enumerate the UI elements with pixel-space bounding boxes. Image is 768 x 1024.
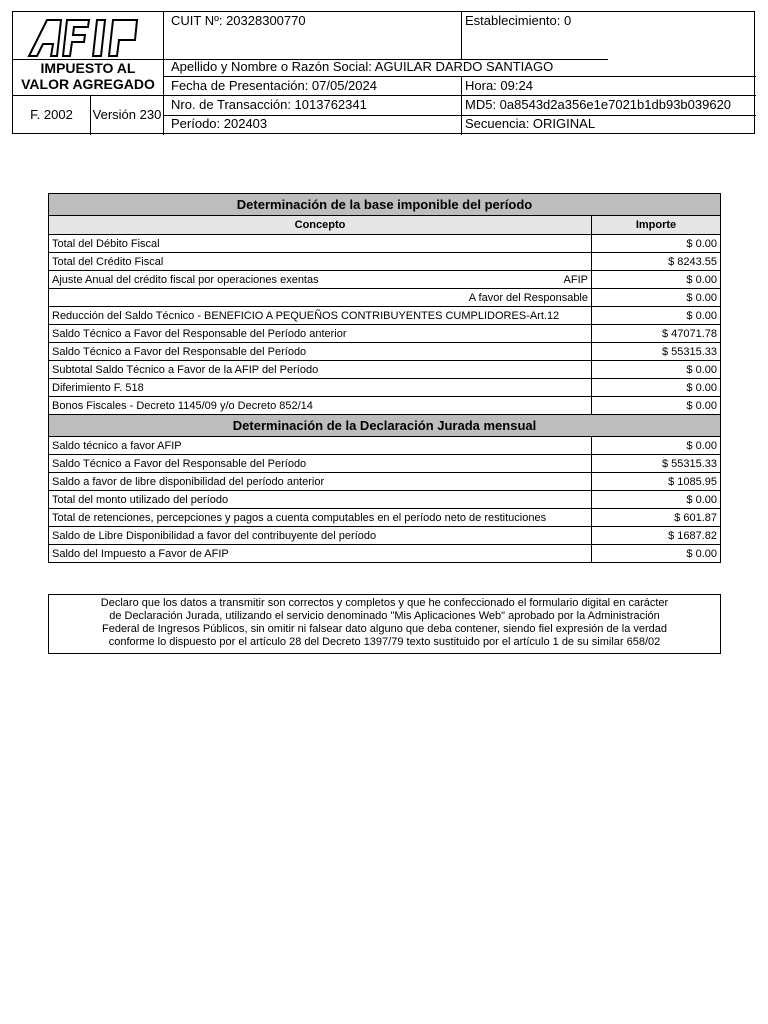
table-row (49, 271, 721, 289)
row-label: Bonos Fiscales - Decreto 1145/09 y/o Decreto 852/14 (49, 397, 592, 415)
tax-title (13, 60, 163, 92)
divider (13, 59, 163, 60)
fecha-presentacion: Fecha de Presentación: 07/05/2024 (171, 78, 377, 93)
row-label: Saldo de Libre Disponibilidad a favor del contribuyente del período (49, 527, 592, 545)
row-value: $ 0.00 (592, 271, 721, 289)
section-title-base: Determinación de la base imponible del período (49, 194, 721, 216)
table-row (49, 325, 721, 343)
form-version: Versión 230 (92, 107, 162, 122)
row-value: $ 0.00 (592, 307, 721, 325)
table-row (49, 509, 721, 527)
determinacion-table (48, 193, 721, 563)
row-label: Reducción del Saldo Técnico - BENEFICIO A PEQUEÑOS CONTRIBUYENTES CUMPLIDORES-Art.12 (49, 307, 592, 325)
divider (163, 76, 756, 77)
row-value: $ 0.00 (592, 289, 721, 307)
periodo: Período: 202403 (171, 116, 268, 131)
establecimiento: Establecimiento: 0 (465, 13, 572, 28)
row-label: Total del Crédito Fiscal (49, 253, 592, 271)
row-label: Saldo técnico a favor AFIP (49, 437, 592, 455)
row-label: Saldo Técnico a Favor del Responsable del Período (49, 455, 592, 473)
divider (163, 95, 756, 96)
md5: MD5: 0a8543d2a356e1e7021b1db93b039620 (465, 97, 732, 112)
declaracion-line: Federal de Ingresos Públicos, sin omitir ni falsear dato alguno que deba contener, siendo fiel expresión de la verdad (101, 623, 668, 635)
table-row (49, 437, 721, 455)
row-sublabel: AFIP (563, 273, 588, 286)
declaracion-line: de Declaración Jurada, utilizando el servicio denominado "Mis Aplicaciones Web" aprobado por la Administración (109, 610, 660, 622)
afip-logo (27, 18, 155, 58)
row-label: Saldo del Impuesto a Favor de AFIP (49, 545, 592, 563)
table-row (49, 473, 721, 491)
row-value: $ 8243.55 (592, 253, 721, 271)
column-header-importe: Importe (592, 216, 721, 235)
row-sublabel: A favor del Responsable (49, 289, 592, 307)
table-row (49, 455, 721, 473)
row-value: $ 0.00 (592, 491, 721, 509)
row-label: Subtotal Saldo Técnico a Favor de la AFIP del Período (49, 361, 592, 379)
row-value: $ 0.00 (592, 545, 721, 563)
hora: Hora: 09:24 (465, 78, 533, 93)
row-label: Saldo a favor de libre disponibilidad del período anterior (49, 473, 592, 491)
row-value: $ 47071.78 (592, 325, 721, 343)
row-label: Total de retenciones, percepciones y pagos a cuenta computables en el período neto de restituciones (49, 509, 592, 527)
table-row (49, 235, 721, 253)
row-value: $ 55315.33 (592, 343, 721, 361)
declaracion-line: Declaro que los datos a transmitir son correctos y completos y que he confeccionado el formulario digital en carácter (100, 597, 669, 609)
column-header-concepto: Concepto (49, 216, 592, 235)
table-row (49, 527, 721, 545)
row-value: $ 0.00 (592, 361, 721, 379)
row-value: $ 0.00 (592, 437, 721, 455)
divider (461, 76, 462, 135)
table-row (49, 491, 721, 509)
row-label: Saldo Técnico a Favor del Responsable del Período (49, 343, 592, 361)
table-row (49, 307, 721, 325)
row-label: Total del Débito Fiscal (49, 235, 592, 253)
row-value: $ 0.00 (592, 379, 721, 397)
row-value: $ 55315.33 (592, 455, 721, 473)
form-header (12, 11, 755, 134)
divider (461, 12, 462, 59)
table-row (49, 397, 721, 415)
table-row (49, 253, 721, 271)
secuencia: Secuencia: ORIGINAL (465, 116, 596, 131)
table-row (49, 289, 721, 307)
table-row (49, 545, 721, 563)
tax-title-line1: IMPUESTO AL (40, 60, 136, 76)
row-label: Saldo Técnico a Favor del Responsable del Período anterior (49, 325, 592, 343)
table-row (49, 361, 721, 379)
row-label: Total del monto utilizado del período (49, 491, 592, 509)
row-label: Diferimiento F. 518 (49, 379, 592, 397)
row-label: Ajuste Anual del crédito fiscal por operaciones exentas (52, 273, 319, 286)
table-row (49, 379, 721, 397)
nro-transaccion: Nro. de Transacción: 1013762341 (171, 97, 367, 112)
row-value: $ 1687.82 (592, 527, 721, 545)
tax-title-line2: VALOR AGREGADO (21, 76, 155, 92)
section-title-ddjj: Determinación de la Declaración Jurada mensual (49, 415, 721, 437)
form-number: F. 2002 (30, 107, 73, 122)
row-value: $ 0.00 (592, 235, 721, 253)
row-value: $ 601.87 (592, 509, 721, 527)
row-label-cell (49, 271, 592, 289)
cuit: CUIT Nº: 20328300770 (171, 13, 306, 28)
declaracion-jurada-text (48, 594, 721, 654)
declaracion-line: conforme lo dispuesto por el artículo 28 del Decreto 1397/79 texto sustituido por el artículo 1 de su similar 658/02 (108, 636, 661, 648)
row-value: $ 0.00 (592, 397, 721, 415)
table-row (49, 343, 721, 361)
razon-social: Apellido y Nombre o Razón Social: AGUILAR DARDO SANTIAGO (171, 59, 554, 74)
divider (163, 12, 164, 135)
divider (13, 95, 163, 96)
row-value: $ 1085.95 (592, 473, 721, 491)
